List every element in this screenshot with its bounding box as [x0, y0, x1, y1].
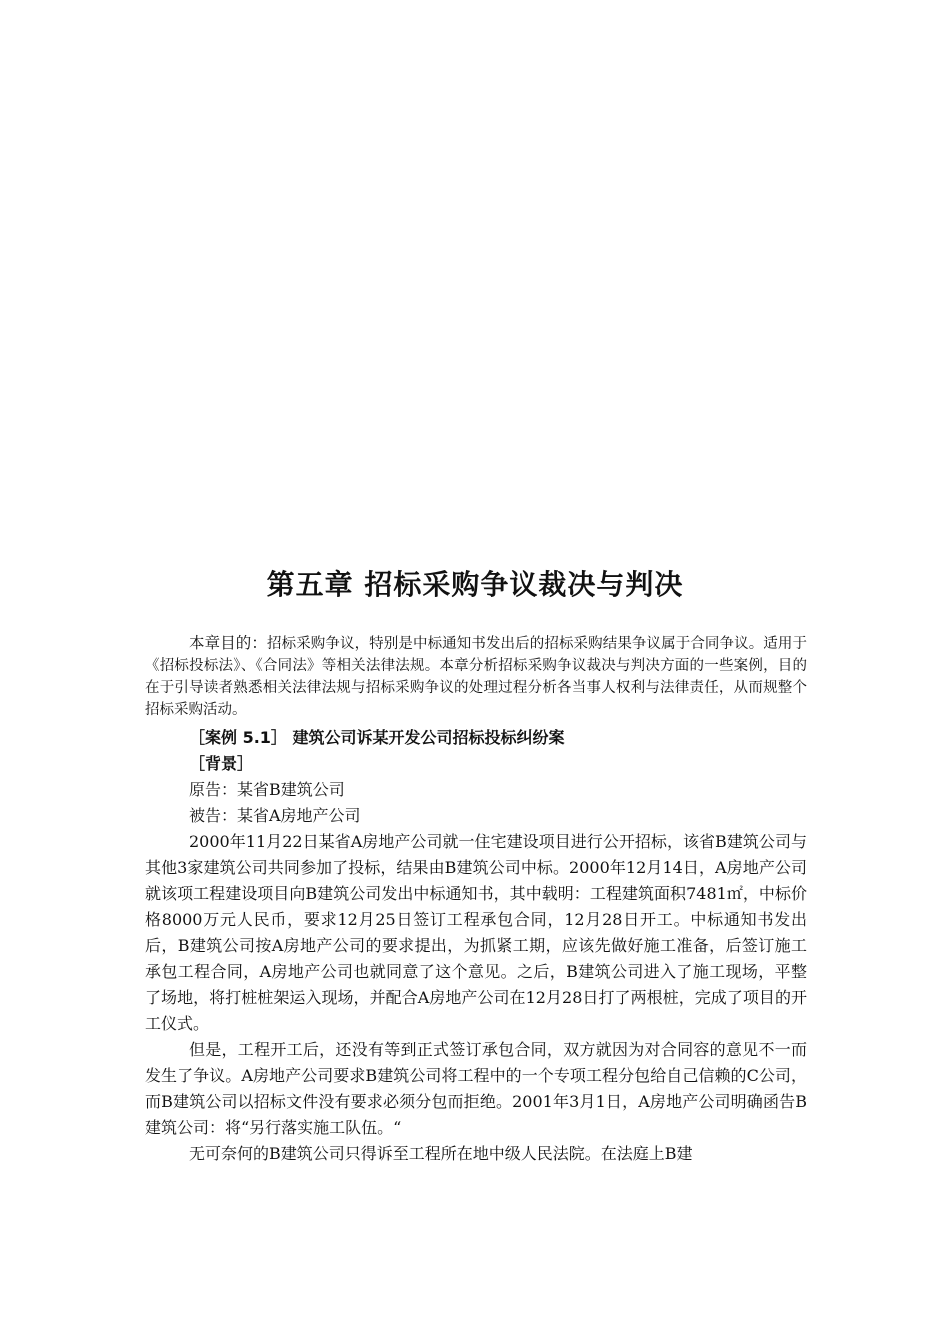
defendant-line: 被告：某省A房地产公司: [189, 806, 361, 825]
body-paragraph: 无可奈何的B建筑公司只得诉至工程所在地中级人民法院。在法庭上B建: [189, 1144, 693, 1163]
body-paragraph: 2000年11月22日某省A房地产公司就一住宅建设项目进行公开招标，该省B建筑公司与其他3家建筑公司共同参加了投标，结果由B建筑公司中标。2000年12月14日，A房地产公司就该项工程建设项目向B建筑公司发出中标通知书，其中载明：工程建筑面积7481㎡，中标价格8000万元人民币，要求12月25日签订工程承包合同，12月28日开工。中标通知书发出后，B建筑公司按A房地产公司的要求提出，为抓紧工期，应该先做好施工准备，后签订施工承包工程合同，A房地产公司也就同意了这个意见。之后，B建筑公司进入了施工现场，平整了场地，将打桩桩架运入现场，并配合A房地产公司在12月28日打了两根桩，完成了项目的开工仪式。: [145, 832, 807, 1033]
chapter-title: 第五章 招标采购争议裁决与判决: [266, 568, 684, 601]
intro-lead: 本章目的：: [189, 634, 267, 652]
intro-text: 招标采购争议，特别是中标通知书发出后的招标采购结果争议属于合同争议。适用于《招标投标法》、《合同法》等相关法律法规。本章分析招标采购争议裁决与判决方面的一些案例，目的在于引导读者熟悉相关法律法规与招标采购争议的处理过程分析各当事人权利与法律责任，从而规整个招标采购活动。: [145, 636, 807, 718]
background-heading: ［背景］: [189, 754, 254, 773]
chapter-intro: [145, 632, 807, 721]
plaintiff-line: 原告：某省B建筑公司: [189, 780, 345, 799]
body-paragraph: 但是，工程开工后，还没有等到正式签订承包合同，双方就因为对合同容的意见不一而发生了争议。A房地产公司要求B建筑公司将工程中的一个专项工程分包给自己信赖的C公司，而B建筑公司以招标文件没有要求必须分包而拒绝。2001年3月1日，A房地产公司明确函告B建筑公司：将“另行落实施工队伍。“: [145, 1040, 807, 1137]
body-text: [145, 632, 807, 1167]
case-heading: ［案例 5.1］ 建筑公司诉某开发公司招标投标纠纷案: [189, 728, 565, 747]
